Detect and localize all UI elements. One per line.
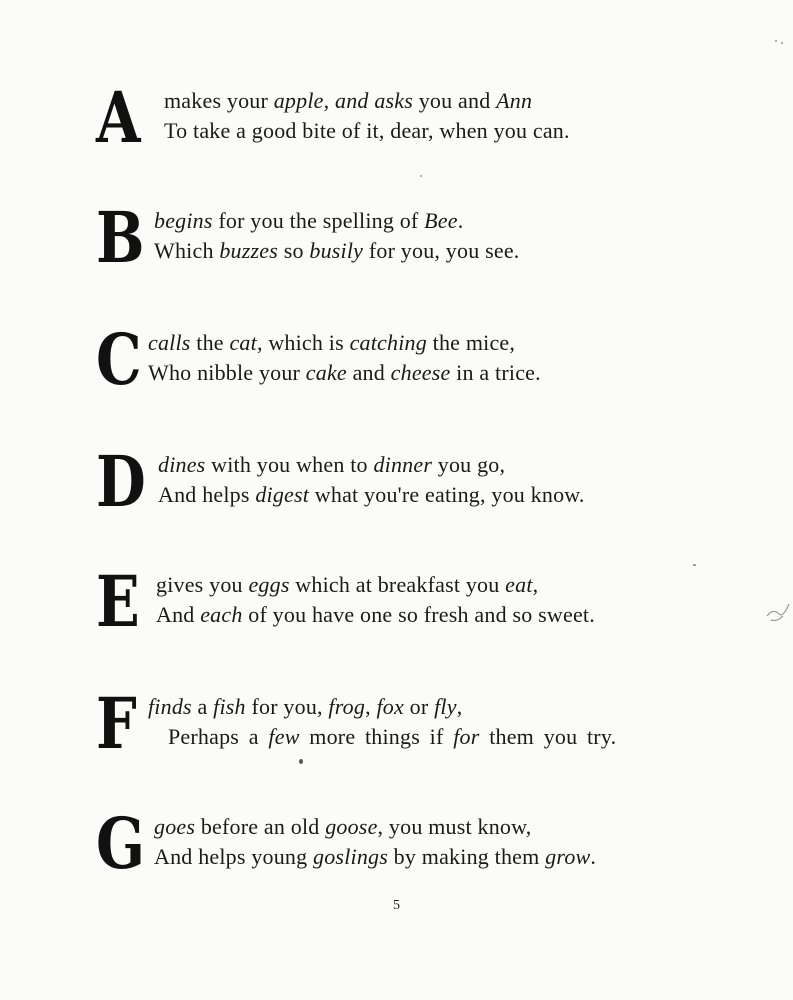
- text-segment: for you, you see.: [363, 238, 520, 263]
- italic-word: begins: [154, 208, 213, 233]
- text-segment: gives you: [156, 572, 249, 597]
- drop-capital-letter: C: [96, 318, 142, 401]
- print-speck: [420, 175, 422, 177]
- stanza-g: [96, 802, 736, 885]
- text-segment: a: [191, 694, 214, 719]
- verse-line-2: [164, 118, 570, 144]
- text-segment: And helps: [158, 482, 256, 507]
- verse-line-2: [154, 844, 596, 870]
- text-segment: the: [190, 330, 230, 355]
- drop-capital-letter: E: [96, 560, 140, 643]
- verse-line-2: [154, 238, 519, 264]
- stanza-b: [96, 196, 736, 279]
- italic-word: buzzes: [219, 238, 278, 263]
- print-speck: [775, 40, 777, 42]
- print-speck: [693, 564, 696, 566]
- drop-capital-letter: A: [96, 76, 141, 159]
- text-segment: more things if: [299, 724, 454, 749]
- italic-word: busily: [309, 238, 364, 263]
- text-segment: for you,: [245, 694, 329, 719]
- italic-word: finds: [148, 694, 192, 719]
- stanza-d: [96, 440, 736, 523]
- italic-word: catching: [349, 330, 427, 355]
- verse-line-1: [164, 88, 532, 114]
- drop-capital-letter: B: [96, 196, 145, 279]
- italic-word: each: [200, 602, 243, 627]
- text-segment: in a trice.: [450, 360, 541, 385]
- text-segment: .: [457, 208, 464, 233]
- italic-word: fish: [213, 694, 246, 719]
- verse-line-1: [148, 330, 515, 356]
- italic-word: few: [268, 724, 300, 749]
- print-speck: [299, 759, 303, 764]
- text-segment: Who nibble your: [148, 360, 306, 385]
- stanza-e: [96, 560, 736, 643]
- text-segment: the mice,: [426, 330, 516, 355]
- italic-word: goslings: [313, 844, 388, 869]
- verse-line-2: [148, 360, 541, 386]
- italic-word: fly: [434, 694, 457, 719]
- verse-line-2: [158, 482, 585, 508]
- italic-word: dines: [158, 452, 206, 477]
- edge-smudge: [763, 598, 793, 628]
- verse-line-1: [148, 694, 462, 720]
- text-segment: with you when to: [205, 452, 374, 477]
- text-segment: , which is: [256, 330, 350, 355]
- italic-word: calls: [148, 330, 191, 355]
- italic-word: goose: [325, 814, 378, 839]
- text-segment: of you have one so fresh and so sweet.: [242, 602, 595, 627]
- drop-capital-letter: F: [96, 682, 137, 765]
- text-segment: Which: [154, 238, 220, 263]
- italic-word: eggs: [248, 572, 290, 597]
- verse-line-2: [156, 602, 595, 628]
- text-segment: for you the spelling of: [212, 208, 425, 233]
- italic-word: cheese: [390, 360, 451, 385]
- verse-line-1: [156, 572, 538, 598]
- italic-word: cat: [229, 330, 257, 355]
- verse-line-2: [168, 724, 616, 750]
- italic-word: cake: [305, 360, 347, 385]
- text-segment: and: [346, 360, 391, 385]
- italic-word: fox: [376, 694, 404, 719]
- text-segment: ,: [365, 694, 377, 719]
- text-segment: makes your: [164, 88, 274, 113]
- italic-word: Ann: [496, 88, 533, 113]
- text-segment: before an old: [195, 814, 326, 839]
- text-segment: Perhaps a: [168, 724, 269, 749]
- text-segment: To take a good bite of it, dear, when you can.: [164, 118, 570, 143]
- text-segment: , you must know,: [377, 814, 532, 839]
- text-segment: you and: [413, 88, 497, 113]
- stanza-c: [96, 318, 736, 401]
- text-segment: And: [156, 602, 201, 627]
- print-speck: [781, 42, 783, 44]
- verse-line-1: [154, 208, 463, 234]
- italic-word: for: [453, 724, 480, 749]
- text-segment: ,: [456, 694, 463, 719]
- text-segment: And helps young: [154, 844, 314, 869]
- italic-word: apple: [273, 88, 324, 113]
- text-segment: them you try.: [479, 724, 617, 749]
- italic-word: eat: [505, 572, 533, 597]
- verse-line-1: [154, 814, 531, 840]
- italic-word: goes: [154, 814, 196, 839]
- stanza-a: [96, 76, 736, 159]
- italic-word: and asks: [335, 88, 414, 113]
- text-segment: you go,: [432, 452, 506, 477]
- text-segment: ,: [323, 88, 336, 113]
- text-segment: or: [403, 694, 435, 719]
- text-segment: which at breakfast you: [289, 572, 506, 597]
- text-segment: what you're eating, you know.: [309, 482, 585, 507]
- text-segment: by making them: [387, 844, 546, 869]
- verse-line-1: [158, 452, 505, 478]
- stanza-f: [96, 682, 736, 765]
- page-number: 5: [393, 898, 400, 913]
- text-segment: so: [278, 238, 310, 263]
- italic-word: grow: [545, 844, 591, 869]
- italic-word: digest: [255, 482, 310, 507]
- text-segment: .: [590, 844, 597, 869]
- italic-word: dinner: [373, 452, 433, 477]
- italic-word: frog: [328, 694, 366, 719]
- drop-capital-letter: G: [96, 802, 146, 885]
- drop-capital-letter: D: [96, 440, 146, 523]
- text-segment: ,: [532, 572, 539, 597]
- italic-word: Bee: [424, 208, 458, 233]
